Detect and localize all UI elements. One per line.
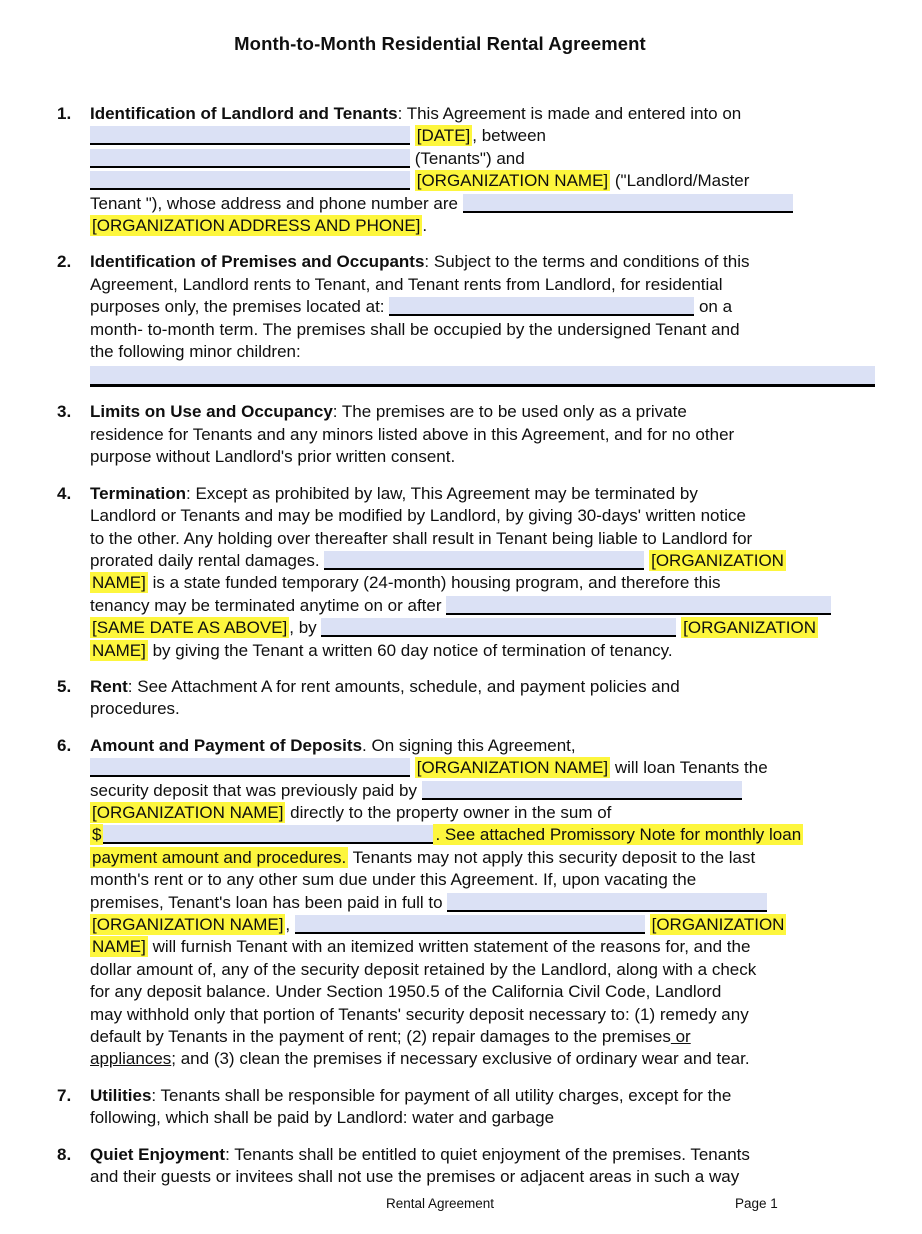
section-4 — [57, 483, 875, 662]
text-line — [90, 847, 875, 869]
text-line — [90, 1004, 875, 1026]
text-segment: : This Agreement is made and entered into on — [397, 104, 742, 123]
highlighted-placeholder: NAME] — [92, 573, 146, 593]
text-segment: to the other. Any holding over thereafter shall result in Tenant being liable to Landlord for — [90, 528, 753, 548]
text-segment: prorated daily rental damages. — [90, 550, 325, 570]
section-2 — [57, 251, 875, 387]
blank-field[interactable] — [90, 171, 410, 190]
text-segment: : Except as prohibited by law, This Agreement may be terminated by — [186, 483, 698, 503]
highlighted-placeholder: . See attached Promissory Note for monthly loan — [435, 825, 802, 845]
section-3 — [57, 401, 875, 468]
text-line — [90, 319, 875, 341]
highlighted-placeholder: [DATE] — [416, 126, 471, 146]
text-segment: on a — [694, 297, 733, 317]
section-heading: Identification of Premises and Occupants — [90, 252, 425, 272]
text-segment: may withhold only that portion of Tenants' security deposit necessary to: (1) remedy any — [90, 1004, 749, 1024]
highlighted-placeholder: [ORGANIZATION ADDRESS AND PHONE] — [92, 216, 421, 236]
text-line — [90, 446, 875, 468]
text-line — [90, 148, 875, 170]
text-segment: month's rent or to any other sum due under this Agreement. If, upon vacating the — [90, 870, 697, 890]
text-segment: by giving the Tenant a written 60 day notice of termination of tenancy. — [147, 640, 673, 660]
text-line — [90, 505, 875, 527]
text-line — [90, 483, 875, 505]
text-line — [90, 698, 875, 720]
text-segment: . On signing this Agreement, — [362, 735, 576, 755]
text-segment: . — [422, 216, 428, 236]
sections — [57, 103, 875, 1188]
section-5 — [57, 676, 875, 721]
section-heading: Amount and Payment of Deposits — [90, 735, 363, 755]
section-7 — [57, 1085, 875, 1130]
section-number: 4. — [57, 483, 72, 503]
text-segment: month- to-month term. The premises shall be occupied by the undersigned Tenant and — [90, 319, 740, 339]
text-segment: , by — [289, 618, 322, 638]
text-segment: dollar amount of, any of the security deposit retained by the Landlord, along with a check — [90, 959, 757, 979]
blank-field[interactable] — [295, 915, 645, 934]
highlighted-placeholder: [ORGANIZATION — [683, 618, 816, 638]
text-segment: and their guests or invitees shall not use the premises or adjacent areas in such a way — [90, 1167, 740, 1187]
blank-field[interactable] — [447, 893, 767, 912]
text-line — [90, 1166, 875, 1188]
text-line — [90, 981, 875, 1003]
section-number: 1. — [57, 104, 72, 123]
text-segment: : Subject to the terms and conditions of this — [424, 252, 750, 272]
section-body — [90, 1144, 875, 1189]
section-heading: Termination — [90, 483, 187, 503]
text-segment: residence for Tenants and any minors listed above in this Agreement, and for no other — [90, 424, 735, 444]
text-segment: will loan Tenants the — [610, 758, 768, 778]
text-line — [90, 959, 875, 981]
text-segment: Landlord or Tenants and may be modified by Landlord, by giving 30-days' written notice — [90, 506, 746, 526]
section-body — [90, 251, 875, 387]
underlined-text: appliances — [90, 1049, 172, 1069]
text-line — [90, 595, 875, 617]
text-segment: premises, Tenant's loan has been paid in full to — [90, 892, 448, 912]
page-title: Month-to-Month Residential Rental Agreement — [234, 33, 646, 54]
section-body — [90, 735, 875, 1071]
text-line — [90, 1026, 875, 1048]
blank-field[interactable] — [321, 618, 676, 637]
blank-field[interactable] — [324, 551, 644, 570]
page-footer — [57, 1196, 823, 1212]
text-line — [90, 215, 875, 237]
text-segment: (Tenants") and — [410, 148, 525, 168]
section-body — [90, 676, 875, 721]
text-line — [90, 914, 875, 936]
text-line — [90, 103, 875, 125]
text-line — [90, 735, 875, 757]
blank-field[interactable] — [389, 297, 694, 316]
highlighted-placeholder: [ORGANIZATION — [651, 550, 784, 570]
text-line — [90, 424, 875, 446]
text-segment: following, which shall be paid by Landlord: water and garbage — [90, 1108, 555, 1128]
section-8 — [57, 1144, 875, 1189]
text-segment: the following minor children: — [90, 342, 301, 362]
section-body — [90, 1085, 875, 1130]
text-line — [90, 617, 875, 639]
section-number: 5. — [57, 676, 72, 696]
blank-field[interactable] — [446, 596, 831, 615]
text-line — [90, 125, 875, 147]
section-number: 3. — [57, 402, 72, 422]
section-body — [90, 483, 875, 662]
text-line — [90, 366, 875, 387]
underlined-text: or — [670, 1027, 691, 1047]
footer-doc-name: Rental Agreement — [385, 1196, 495, 1211]
text-line — [90, 401, 875, 423]
section-number: 7. — [57, 1085, 72, 1105]
text-segment: : The premises are to be used only as a private — [332, 402, 687, 422]
section-body — [90, 103, 875, 237]
text-segment: Tenant "), whose address and phone number are — [90, 193, 463, 213]
section-heading: Utilities — [90, 1085, 152, 1105]
blank-field[interactable] — [90, 366, 875, 387]
highlighted-placeholder: [ORGANIZATION NAME] — [416, 171, 609, 191]
text-segment: ; and (3) clean the premises if necessary exclusive of ordinary wear and tear. — [171, 1049, 750, 1069]
section-number: 6. — [57, 735, 72, 755]
section-body — [90, 401, 875, 468]
section-heading: Identification of Landlord and Tenants — [90, 104, 398, 123]
text-line — [90, 780, 875, 802]
text-segment: security deposit that was previously paid by — [90, 780, 422, 800]
text-line — [90, 892, 875, 914]
highlighted-placeholder: payment amount and procedures. — [92, 847, 347, 867]
highlighted-placeholder: [ORGANIZATION NAME] — [416, 758, 609, 778]
text-segment: : Tenants shall be responsible for payment of all utility charges, except for the — [151, 1085, 732, 1105]
text-line — [90, 572, 875, 594]
text-line — [90, 274, 875, 296]
text-line — [90, 824, 875, 846]
section-number: 2. — [57, 252, 72, 272]
text-line — [90, 1048, 875, 1070]
section-heading: Limits on Use and Occupancy — [90, 402, 333, 422]
highlighted-placeholder: $ — [92, 825, 102, 845]
text-line — [90, 802, 875, 824]
text-line — [90, 640, 875, 662]
text-line — [90, 676, 875, 698]
text-segment: for any deposit balance. Under Section 1950.5 of the California Civil Code, Landlord — [90, 982, 722, 1002]
text-segment: ("Landlord/Master — [610, 171, 750, 191]
footer-page-number: Page 1 — [735, 1196, 778, 1211]
section-heading: Rent — [90, 676, 128, 696]
text-line — [90, 251, 875, 273]
text-segment: : Tenants shall be entitled to quiet enjoyment of the premises. Tenants — [225, 1144, 750, 1164]
text-segment: will furnish Tenant with an itemized written statement of the reasons for, and the — [147, 937, 751, 957]
text-line — [90, 296, 875, 318]
text-line — [90, 550, 875, 572]
blank-field[interactable] — [103, 825, 433, 844]
text-segment: Tenants may not apply this security deposit to the last — [348, 847, 756, 867]
text-segment: , between — [472, 126, 546, 146]
highlighted-placeholder: [ORGANIZATION — [651, 915, 785, 934]
blank-field[interactable] — [90, 149, 410, 168]
highlighted-placeholder: NAME] — [92, 640, 146, 660]
section-number: 8. — [57, 1144, 72, 1164]
text-line — [90, 1107, 875, 1129]
text-segment: : See Attachment A for rent amounts, schedule, and payment policies and — [127, 676, 680, 696]
highlighted-placeholder: [SAME DATE AS ABOVE] — [92, 618, 288, 638]
highlighted-placeholder: [ORGANIZATION NAME] — [92, 802, 284, 822]
text-segment: default by Tenants in the payment of rent; (2) repair damages to the premises — [90, 1027, 671, 1047]
section-1 — [57, 103, 875, 237]
section-6 — [57, 735, 875, 1071]
text-line — [90, 528, 875, 550]
text-segment: purposes only, the premises located at: — [90, 297, 390, 317]
blank-field[interactable] — [90, 126, 410, 145]
highlighted-placeholder: NAME] — [92, 937, 146, 957]
blank-field[interactable] — [90, 758, 410, 777]
text-segment: purpose without Landlord's prior written consent. — [90, 447, 456, 467]
text-line — [90, 936, 875, 958]
text-segment: , — [285, 915, 295, 934]
section-heading: Quiet Enjoyment — [90, 1144, 226, 1164]
text-line — [90, 869, 875, 891]
blank-field[interactable] — [463, 194, 793, 213]
text-segment: tenancy may be terminated anytime on or after — [90, 595, 447, 615]
highlighted-placeholder: [ORGANIZATION NAME] — [92, 915, 284, 934]
blank-field[interactable] — [422, 781, 742, 800]
text-segment — [645, 915, 650, 934]
text-line — [90, 757, 875, 779]
text-segment: directly to the property owner in the sum of — [285, 802, 612, 822]
text-line — [90, 341, 875, 363]
text-line — [90, 1085, 875, 1107]
text-segment: is a state funded temporary (24-month) housing program, and therefore this — [147, 573, 721, 593]
text-line — [90, 1144, 875, 1166]
text-line — [90, 170, 875, 192]
text-segment: Agreement, Landlord rents to Tenant, and Tenant rents from Landlord, for residential — [90, 274, 723, 294]
text-line — [90, 193, 875, 215]
text-segment: procedures. — [90, 699, 180, 719]
